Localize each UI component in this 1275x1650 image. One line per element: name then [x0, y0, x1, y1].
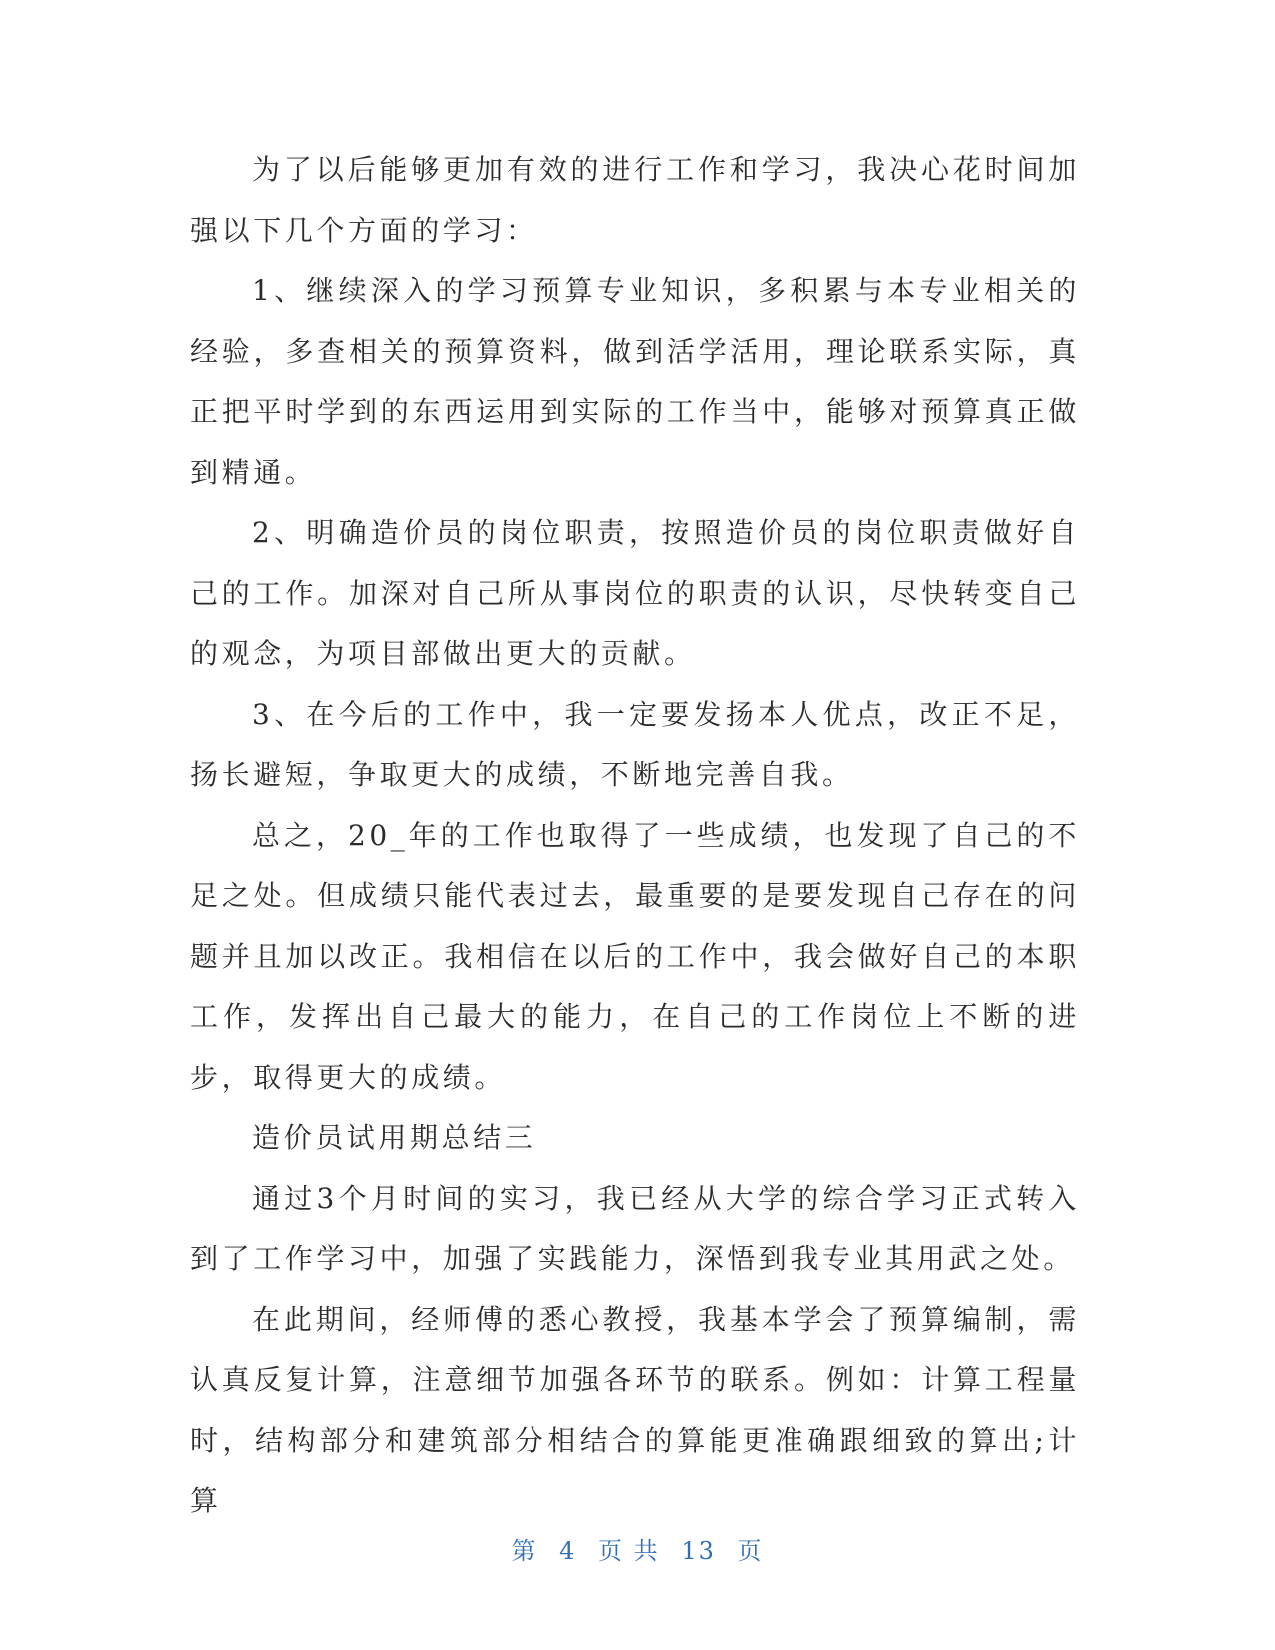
paragraph-study-plan-intro: 为了以后能够更加有效的进行工作和学习，我决心花时间加强以下几个方面的学习： [190, 153, 1080, 247]
paragraph-internship-intro: 通过3个月时间的实习，我已经从大学的综合学习正式转入到了工作学习中，加强了实践能力，深悟到我专业其用武之处。 [190, 1181, 1080, 1275]
paragraph-item-1: 1、继续深入的学习预算专业知识，多积累与本专业相关的经验，多查相关的预算资料，做到活学活用，理论联系实际，真正把平时学到的东西运用到实际的工作当中，能够对预算真正做到精通。 [190, 274, 1080, 489]
footer-prefix: 第 [511, 1537, 538, 1565]
section-heading: 造价员试用期总结三 [252, 1121, 537, 1154]
footer-current-page: 4 [559, 1537, 577, 1565]
paragraph-item-2: 2、明确造价员的岗位职责，按照造价员的岗位职责做好自己的工作。加深对自己所从事岗位的职责的认识，尽快转变自己的观念，为项目部做出更大的贡献。 [190, 516, 1080, 670]
footer-suffix: 页 [737, 1537, 764, 1565]
paragraph-internship-detail: 在此期间，经师傅的悉心教授，我基本学会了预算编制，需认真反复计算，注意细节加强各环节的联系。例如：计算工程量时，结构部分和建筑部分相结合的算能更准确跟细致的算出;计算 [190, 1302, 1080, 1517]
document-body [190, 140, 1080, 1532]
footer-middle: 页 共 [598, 1537, 660, 1565]
page-number-footer [0, 1531, 1275, 1566]
paragraph-conclusion: 总之，20_年的工作也取得了一些成绩，也发现了自己的不足之处。但成绩只能代表过去，最重要的是要发现自己存在的问题并且加以改正。我相信在以后的工作中，我会做好自己的本职工作，发挥出自己最大的能力，在自己的工作岗位上不断的进步，取得更大的成绩。 [190, 818, 1080, 1094]
footer-total-pages: 13 [681, 1537, 716, 1565]
paragraph-item-3: 3、在今后的工作中，我一定要发扬本人优点，改正不足，扬长避短，争取更大的成绩，不断地完善自我。 [190, 697, 1080, 791]
